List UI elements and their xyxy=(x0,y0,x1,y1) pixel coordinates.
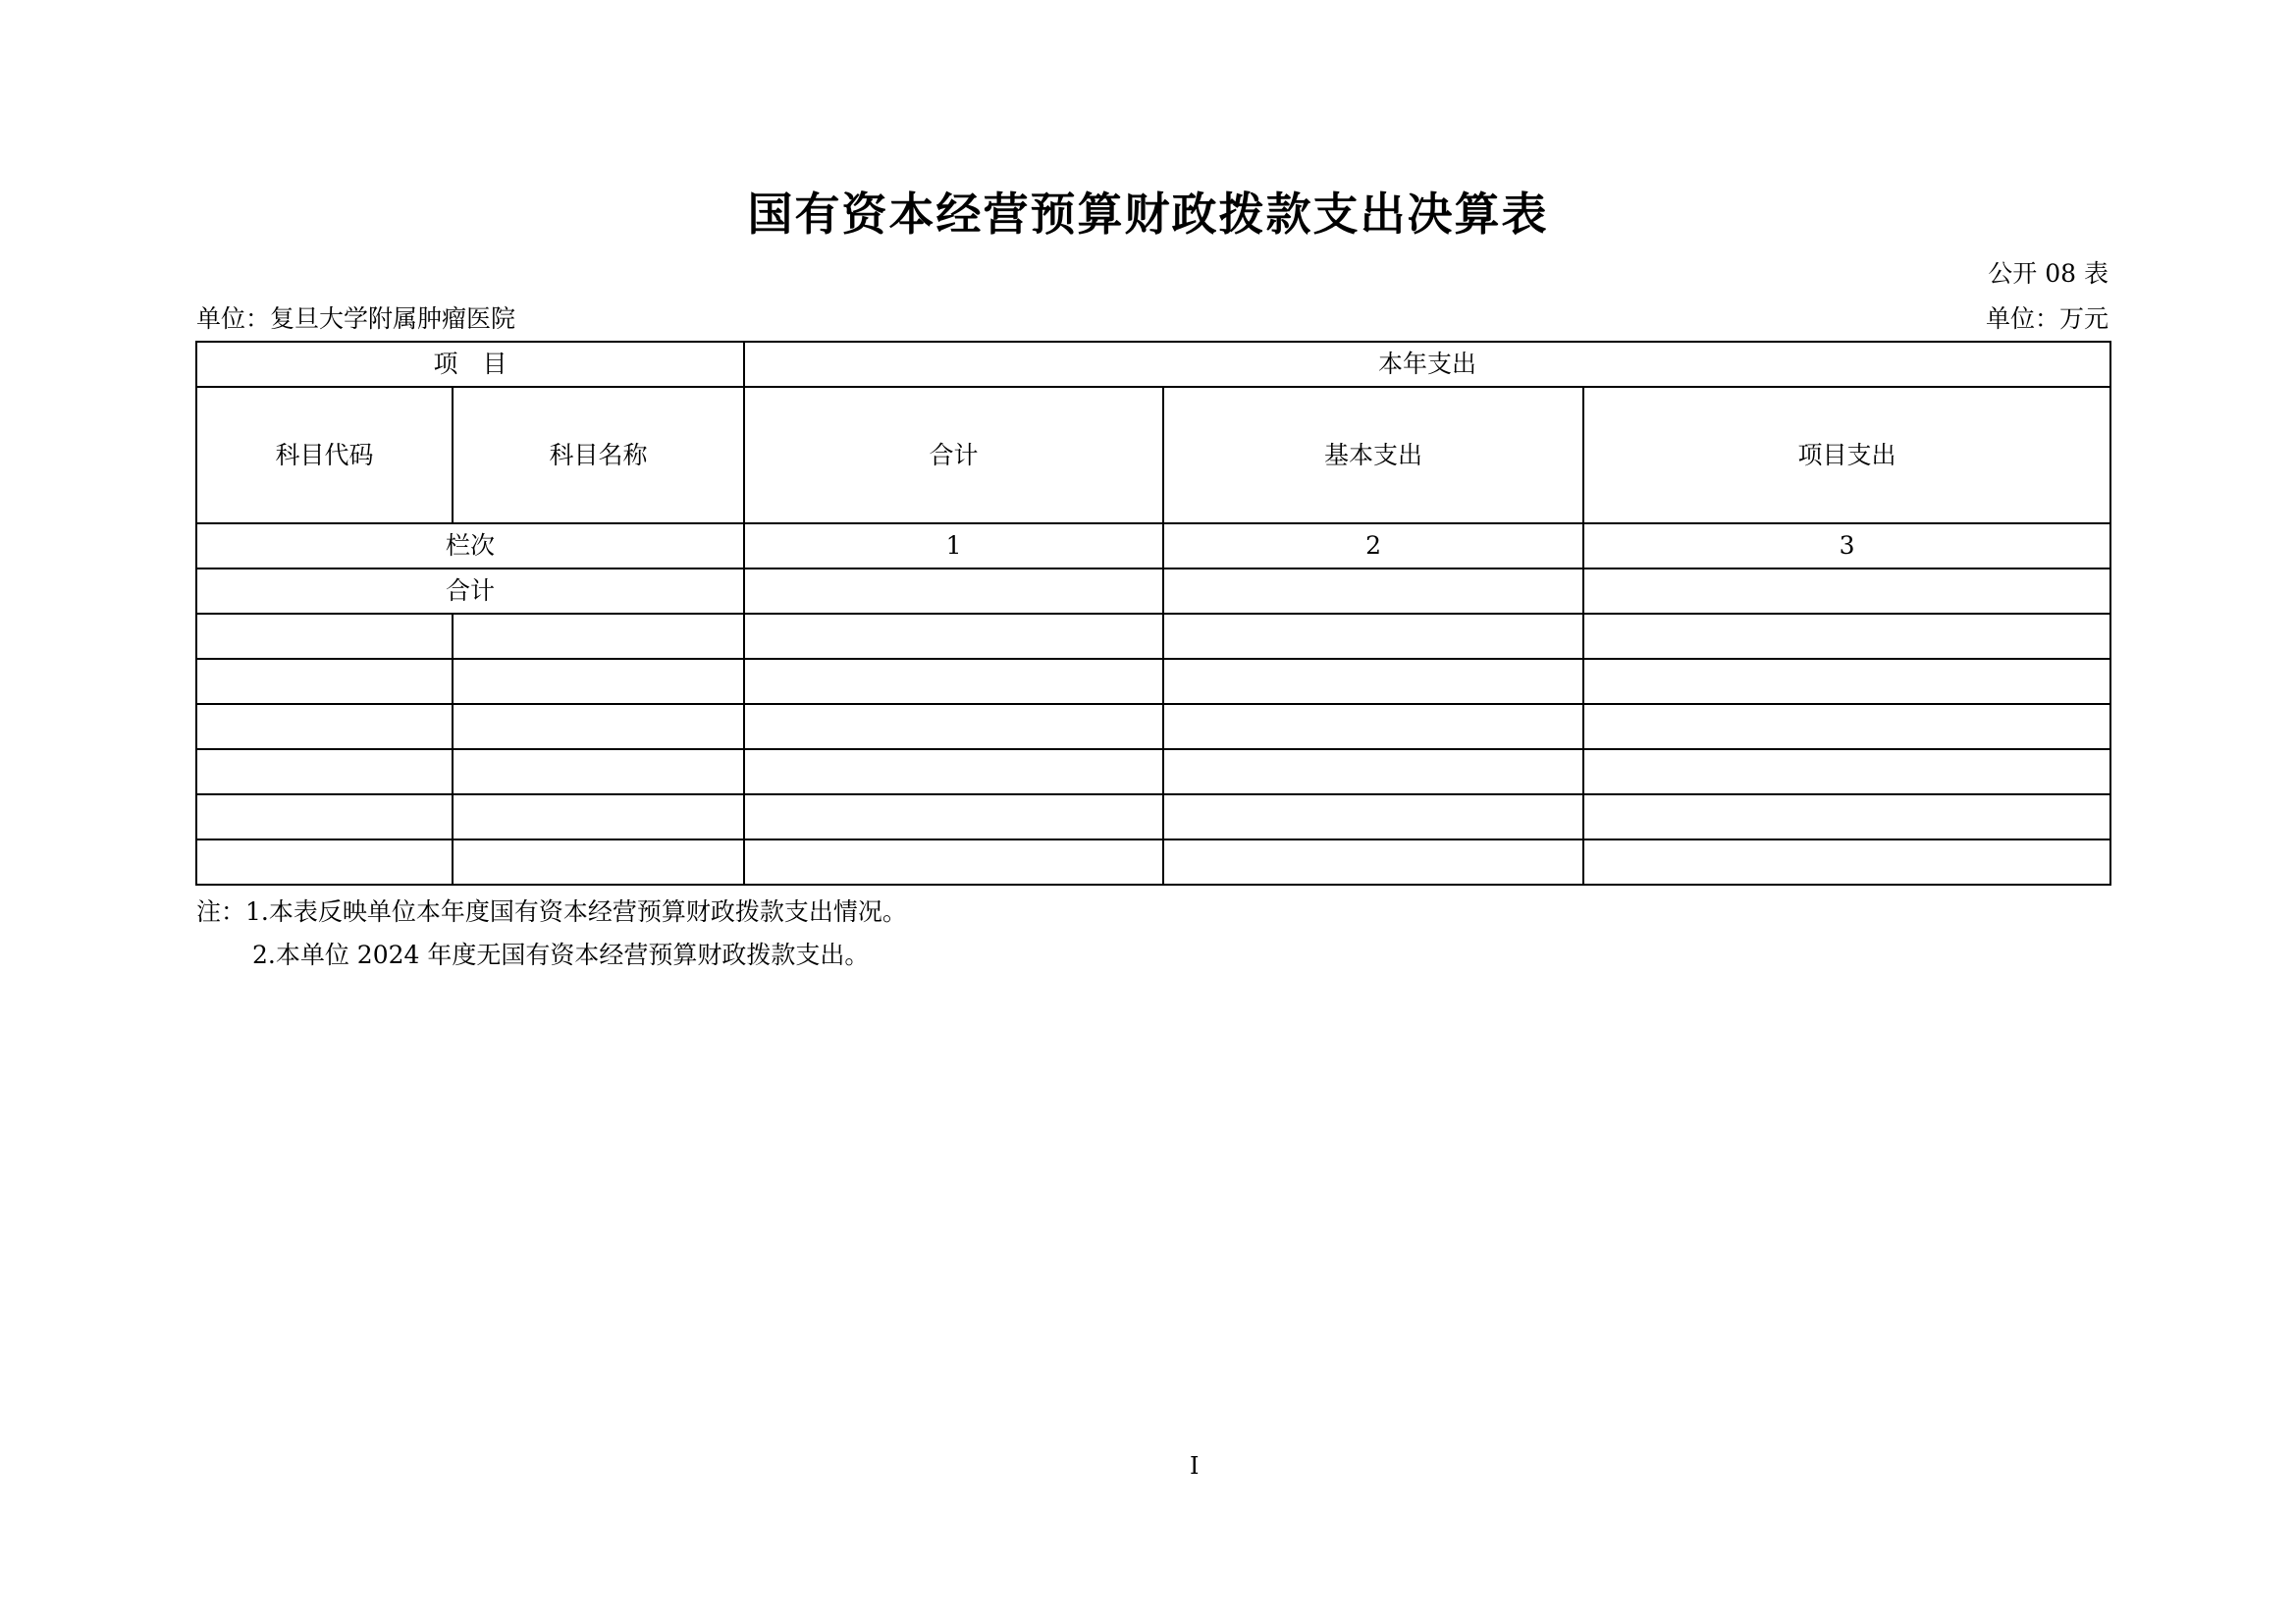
table-cell xyxy=(196,614,453,659)
table-header-row xyxy=(196,342,2110,387)
note-line-2: 2.本单位 2024 年度无国有资本经营预算财政拨款支出。 xyxy=(252,941,870,969)
report-title: 国有资本经营预算财政拨款支出决算表 xyxy=(747,188,1549,241)
table-cell xyxy=(744,839,1163,885)
table-cell xyxy=(453,704,744,749)
table-row xyxy=(196,839,2110,885)
table-cell xyxy=(196,794,453,839)
header-subject-name: 科目名称 xyxy=(453,387,744,523)
table-subheader-row xyxy=(196,387,2110,523)
header-total: 合计 xyxy=(744,387,1163,523)
total-cell xyxy=(1583,568,2110,614)
table-cell xyxy=(1583,839,2110,885)
table-cell xyxy=(1583,704,2110,749)
table-row xyxy=(196,749,2110,794)
table-row xyxy=(196,659,2110,704)
header-project-expenditure: 项目支出 xyxy=(1583,387,2110,523)
table-cell xyxy=(1163,704,1583,749)
expenditure-table xyxy=(195,341,2111,886)
table-cell xyxy=(744,704,1163,749)
header-item: 项 目 xyxy=(196,342,744,387)
table-cell xyxy=(1583,614,2110,659)
note-line-1: 注：1.本表反映单位本年度国有资本经营预算财政拨款支出情况。 xyxy=(196,897,907,926)
column-index-label: 栏次 xyxy=(196,523,744,568)
table-cell xyxy=(453,839,744,885)
table-cell xyxy=(744,614,1163,659)
table-cell xyxy=(744,794,1163,839)
table-cell xyxy=(196,749,453,794)
form-code: 公开 08 表 xyxy=(1988,259,2109,288)
table-row xyxy=(196,614,2110,659)
table-cell xyxy=(744,659,1163,704)
column-index-3: 3 xyxy=(1583,523,2110,568)
table-cell xyxy=(453,749,744,794)
table-cell xyxy=(1583,659,2110,704)
column-index-row xyxy=(196,523,2110,568)
total-row-label: 合计 xyxy=(196,568,744,614)
table-cell xyxy=(1163,659,1583,704)
column-index-2: 2 xyxy=(1163,523,1583,568)
table-cell xyxy=(453,614,744,659)
table-cell xyxy=(1163,749,1583,794)
table-row xyxy=(196,794,2110,839)
header-current-year-expenditure: 本年支出 xyxy=(744,342,2110,387)
table-cell xyxy=(1583,794,2110,839)
table-cell xyxy=(453,659,744,704)
header-subject-code: 科目代码 xyxy=(196,387,453,523)
table-cell xyxy=(453,794,744,839)
currency-unit: 单位：万元 xyxy=(1985,304,2109,333)
table-cell xyxy=(1163,614,1583,659)
header-basic-expenditure: 基本支出 xyxy=(1163,387,1583,523)
table-cell xyxy=(196,704,453,749)
total-row xyxy=(196,568,2110,614)
table-cell xyxy=(744,749,1163,794)
page-number: I xyxy=(1190,1452,1200,1480)
reporting-unit: 单位：复旦大学附属肿瘤医院 xyxy=(196,304,516,333)
table-cell xyxy=(1163,794,1583,839)
table-cell xyxy=(196,659,453,704)
total-cell xyxy=(1163,568,1583,614)
table-cell xyxy=(1163,839,1583,885)
table-cell xyxy=(1583,749,2110,794)
table-cell xyxy=(196,839,453,885)
column-index-1: 1 xyxy=(744,523,1163,568)
total-cell xyxy=(744,568,1163,614)
table-row xyxy=(196,704,2110,749)
